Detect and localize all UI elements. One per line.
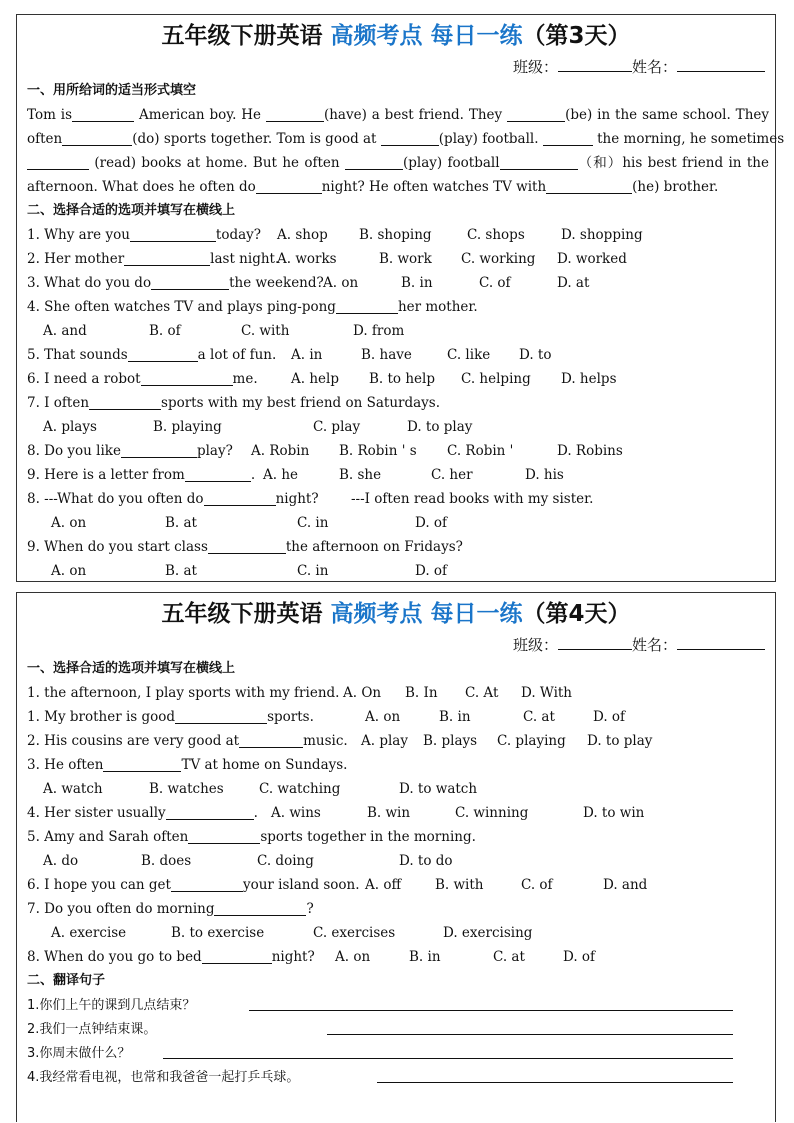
answer-blank[interactable]: [166, 804, 254, 820]
answer-option[interactable]: D. helps: [561, 371, 617, 387]
section-heading: 一、选择合适的选项并填写在横线上: [27, 661, 236, 676]
answer-option[interactable]: C. At: [465, 685, 499, 701]
question-stem: 6. I need a robot: [27, 371, 141, 387]
answer-option[interactable]: B. does: [141, 853, 192, 869]
answer-option[interactable]: B. at: [165, 515, 197, 531]
question-stem-end: .: [253, 805, 258, 821]
question-stem-end: the afternoon on Fridays?: [285, 539, 463, 555]
answer-option[interactable]: D. at: [557, 275, 590, 291]
answer-blank[interactable]: [141, 370, 233, 386]
answer-option[interactable]: C. helping: [461, 371, 531, 387]
question-stem-end: a lot of fun.: [197, 347, 277, 363]
class-name-line: 班级： 姓名：: [513, 57, 765, 77]
question-stem: 5. Amy and Sarah often: [27, 829, 189, 845]
page-title: 五年级下册英语 高频考点 每日一练（第4天）: [161, 601, 631, 627]
answer-option[interactable]: B. playing: [153, 419, 222, 435]
translation-row: [27, 1065, 769, 1089]
question-row: [27, 247, 769, 271]
answer-option[interactable]: A. works: [277, 251, 337, 267]
question-stem: 7. Do you often do morning: [27, 901, 215, 917]
answer-option[interactable]: D. to do: [399, 853, 453, 869]
question-stem: 2. Her mother: [27, 251, 125, 267]
question-row: [27, 801, 769, 825]
question-stem: 1. My brother is good: [27, 709, 176, 725]
question-stem-end: sports.: [267, 709, 314, 725]
answer-option[interactable]: C. at: [523, 709, 555, 725]
answer-blank[interactable]: [151, 274, 229, 290]
question-row: [27, 439, 769, 463]
answer-option[interactable]: C. working: [461, 251, 536, 267]
question-stem: 9. When do you start class: [27, 539, 208, 555]
answer-option[interactable]: A. he: [263, 467, 299, 483]
question-stem: 8. ---What do you often do: [27, 491, 204, 507]
answer-blank[interactable]: [171, 876, 243, 892]
answer-option[interactable]: B. win: [367, 805, 411, 821]
question-stem: 4. Her sister usually: [27, 805, 166, 821]
answer-option[interactable]: D. of: [563, 949, 596, 965]
answer-option[interactable]: B. at: [165, 563, 197, 579]
answer-option[interactable]: C. doing: [257, 853, 314, 869]
question-row: [27, 921, 769, 945]
question-stem: 3. He often: [27, 757, 104, 773]
question-row: [27, 945, 769, 969]
question-row: [27, 487, 769, 511]
answer-option[interactable]: A. help: [291, 371, 339, 387]
question-stem: 6. I hope you can get: [27, 877, 171, 893]
question-stem: 9. Here is a letter from: [27, 467, 185, 483]
question-row: [27, 223, 769, 247]
translation-prompt: 1.你们上午的课到几点结束？: [27, 998, 196, 1013]
question-row: [27, 753, 769, 777]
question-row: [27, 511, 769, 535]
answer-option[interactable]: D. With: [521, 685, 573, 701]
question-row: [27, 415, 769, 439]
translation-row: [27, 993, 769, 1017]
question-stem-end: your island soon.: [242, 877, 360, 893]
question-row: [27, 825, 769, 849]
answer-blank[interactable]: [130, 226, 216, 242]
section-heading: 一、用所给词的适当形式填空: [27, 83, 197, 98]
question-row: [27, 319, 769, 343]
question-stem-end: sports with my best friend on Saturdays.: [161, 395, 441, 411]
name-blank[interactable]: [677, 57, 765, 72]
question-stem: 1. Why are you: [27, 227, 130, 243]
question-stem: 4. She often watches TV and plays ping-pong: [27, 299, 336, 315]
answer-option[interactable]: D. to play: [587, 733, 653, 749]
answer-option[interactable]: D. his: [525, 467, 564, 483]
translation-prompt: 3.你周末做什么？: [27, 1046, 131, 1061]
answer-option[interactable]: D. to watch: [399, 781, 478, 797]
translation-row: [27, 1041, 769, 1065]
class-blank[interactable]: [558, 635, 632, 650]
answer-option[interactable]: A. exercise: [51, 925, 127, 941]
answer-blank[interactable]: [188, 828, 260, 844]
answer-option[interactable]: B. plays: [423, 733, 478, 749]
answer-blank[interactable]: [128, 346, 198, 362]
answer-blank[interactable]: [204, 490, 276, 506]
paragraph-line: (read) books at home. But he often (play) football （和）his best friend in the: [27, 151, 769, 175]
answer-option[interactable]: D. to: [519, 347, 552, 363]
answer-option[interactable]: D. worked: [557, 251, 627, 267]
answer-option[interactable]: B. watches: [149, 781, 224, 797]
question-stem: 7. I often: [27, 395, 90, 411]
answer-option[interactable]: B. of: [149, 323, 181, 339]
answer-option[interactable]: C. exercises: [313, 925, 396, 941]
worksheet-day-4: [16, 592, 776, 1122]
answer-option[interactable]: B. she: [339, 467, 382, 483]
answer-option[interactable]: D. to play: [407, 419, 473, 435]
question-stem-end: play?: [196, 443, 233, 459]
question-stem-end: night?: [271, 949, 315, 965]
answer-option[interactable]: C. like: [447, 347, 491, 363]
answer-option[interactable]: A. on: [51, 515, 87, 531]
question-stem-end: sports together in the morning.: [260, 829, 476, 845]
answer-blank[interactable]: [239, 732, 303, 748]
question-row: [27, 849, 769, 873]
question-stem: 2. His cousins are very good at: [27, 733, 240, 749]
question-stem-end: me.: [232, 371, 258, 387]
section-heading: 二、选择合适的选项并填写在横线上: [27, 203, 236, 218]
answer-option[interactable]: A. play: [361, 733, 408, 749]
answer-option[interactable]: ---I often read books with my sister.: [351, 491, 594, 507]
question-row: [27, 559, 769, 583]
question-row: [27, 295, 769, 319]
answer-option[interactable]: A. plays: [43, 419, 97, 435]
answer-option[interactable]: D. from: [353, 323, 405, 339]
answer-option[interactable]: C. shops: [467, 227, 525, 243]
translation-answer-line[interactable]: [249, 993, 733, 1011]
answer-option[interactable]: A. in: [291, 347, 323, 363]
section-heading: 二、翻译句子: [27, 973, 106, 988]
question-row: [27, 705, 769, 729]
question-stem-end: music.: [303, 733, 348, 749]
answer-blank[interactable]: [202, 948, 272, 964]
answer-option[interactable]: C. of: [479, 275, 511, 291]
question-stem-end: last night.: [210, 251, 280, 267]
name-blank[interactable]: [677, 635, 765, 650]
question-stem-end: her mother.: [397, 299, 478, 315]
answer-blank[interactable]: [124, 250, 210, 266]
answer-option[interactable]: B. in: [439, 709, 471, 725]
answer-option[interactable]: A. watch: [43, 781, 103, 797]
question-stem: 3. What do you do: [27, 275, 152, 291]
translation-prompt: 4.我经常看电视，也常和我爸爸一起打乒乓球。: [27, 1070, 300, 1085]
paragraph-line: often (do) sports together. Tom is good at (play) football. the morning, he sometimes: [27, 131, 785, 147]
question-row: [27, 777, 769, 801]
question-row: [27, 391, 769, 415]
answer-option[interactable]: C. watching: [259, 781, 341, 797]
answer-option[interactable]: D. of: [415, 563, 448, 579]
answer-option[interactable]: C. playing: [497, 733, 566, 749]
question-stem-end: today?: [215, 227, 262, 243]
answer-option[interactable]: C. in: [297, 563, 329, 579]
question-row: [27, 271, 769, 295]
answer-option[interactable]: A. do: [43, 853, 79, 869]
answer-option[interactable]: A. on: [51, 563, 87, 579]
question-stem: 1. the afternoon, I play sports with my friend.: [27, 685, 340, 701]
answer-option[interactable]: A. wins: [271, 805, 321, 821]
paragraph-line: Tom is American boy. He (have) a best friend. They (be) in the same school. They: [27, 107, 770, 123]
answer-option[interactable]: C. with: [241, 323, 290, 339]
translation-answer-line[interactable]: [327, 1017, 733, 1035]
answer-option[interactable]: B. with: [435, 877, 484, 893]
question-row: [27, 463, 769, 487]
translation-answer-line[interactable]: [163, 1041, 733, 1059]
question-stem-end: TV at home on Sundays.: [181, 757, 348, 773]
page-title: 五年级下册英语 高频考点 每日一练（第3天）: [161, 23, 631, 49]
question-row: [27, 897, 769, 921]
answer-option[interactable]: D. exercising: [443, 925, 533, 941]
question-stem-end: night?: [275, 491, 319, 507]
answer-option[interactable]: C. winning: [455, 805, 529, 821]
worksheet-day-3: [16, 14, 785, 582]
answer-blank[interactable]: [175, 708, 267, 724]
question-row: [27, 367, 769, 391]
answer-option[interactable]: C. play: [313, 419, 361, 435]
answer-option[interactable]: D. to win: [583, 805, 645, 821]
answer-option[interactable]: D. shopping: [561, 227, 643, 243]
answer-option[interactable]: A. shop: [277, 227, 328, 243]
answer-blank[interactable]: [336, 298, 398, 314]
answer-option[interactable]: B. In: [405, 685, 438, 701]
answer-option[interactable]: A. and: [43, 323, 87, 339]
answer-option[interactable]: C. her: [431, 467, 473, 483]
answer-option[interactable]: A. on: [335, 949, 371, 965]
answer-option[interactable]: C. in: [297, 515, 329, 531]
answer-blank[interactable]: [214, 900, 306, 916]
answer-blank[interactable]: [103, 756, 181, 772]
question-stem-end: the weekend?: [229, 275, 324, 291]
answer-option[interactable]: A. on: [365, 709, 401, 725]
question-stem: 8. When do you go to bed: [27, 949, 202, 965]
answer-option[interactable]: A. Robin: [251, 443, 310, 459]
translation-prompt: 2.我们一点钟结束课。: [27, 1022, 157, 1037]
translation-row: [27, 1017, 769, 1041]
translation-answer-line[interactable]: [377, 1065, 733, 1083]
question-row: [27, 729, 769, 753]
answer-option[interactable]: C. Robin ': [447, 443, 514, 459]
question-row: [27, 535, 769, 559]
answer-option[interactable]: B. have: [361, 347, 412, 363]
answer-option[interactable]: B. work: [379, 251, 432, 267]
question-row: [27, 681, 769, 705]
answer-option[interactable]: D. and: [603, 877, 648, 893]
class-name-line: 班级： 姓名：: [513, 635, 765, 655]
class-blank[interactable]: [558, 57, 632, 72]
question-row: [27, 343, 769, 367]
answer-option[interactable]: A. on: [323, 275, 359, 291]
answer-option[interactable]: B. Robin ' s: [339, 443, 417, 459]
answer-blank[interactable]: [89, 394, 161, 410]
question-row: [27, 873, 769, 897]
answer-option[interactable]: C. at: [493, 949, 525, 965]
answer-blank[interactable]: [208, 538, 286, 554]
answer-option[interactable]: B. shoping: [359, 227, 432, 243]
answer-option[interactable]: D. of: [593, 709, 626, 725]
question-stem-end: ?: [306, 901, 314, 917]
question-stem: 8. Do you like: [27, 443, 121, 459]
answer-option[interactable]: B. in: [409, 949, 441, 965]
question-stem: 5. That sounds: [27, 347, 128, 363]
answer-option[interactable]: A. On: [343, 685, 382, 701]
answer-blank[interactable]: [185, 466, 251, 482]
answer-option[interactable]: B. to help: [369, 371, 435, 387]
answer-option[interactable]: A. off: [365, 877, 402, 893]
answer-option[interactable]: B. to exercise: [171, 925, 265, 941]
question-stem-end: .: [250, 467, 256, 483]
answer-blank[interactable]: [121, 442, 197, 458]
answer-option[interactable]: C. of: [521, 877, 553, 893]
paragraph-line: afternoon. What does he often do night? He often watches TV with (he) brother.: [27, 179, 719, 195]
answer-option[interactable]: D. of: [415, 515, 448, 531]
answer-option[interactable]: B. in: [401, 275, 433, 291]
answer-option[interactable]: D. Robins: [557, 443, 623, 459]
